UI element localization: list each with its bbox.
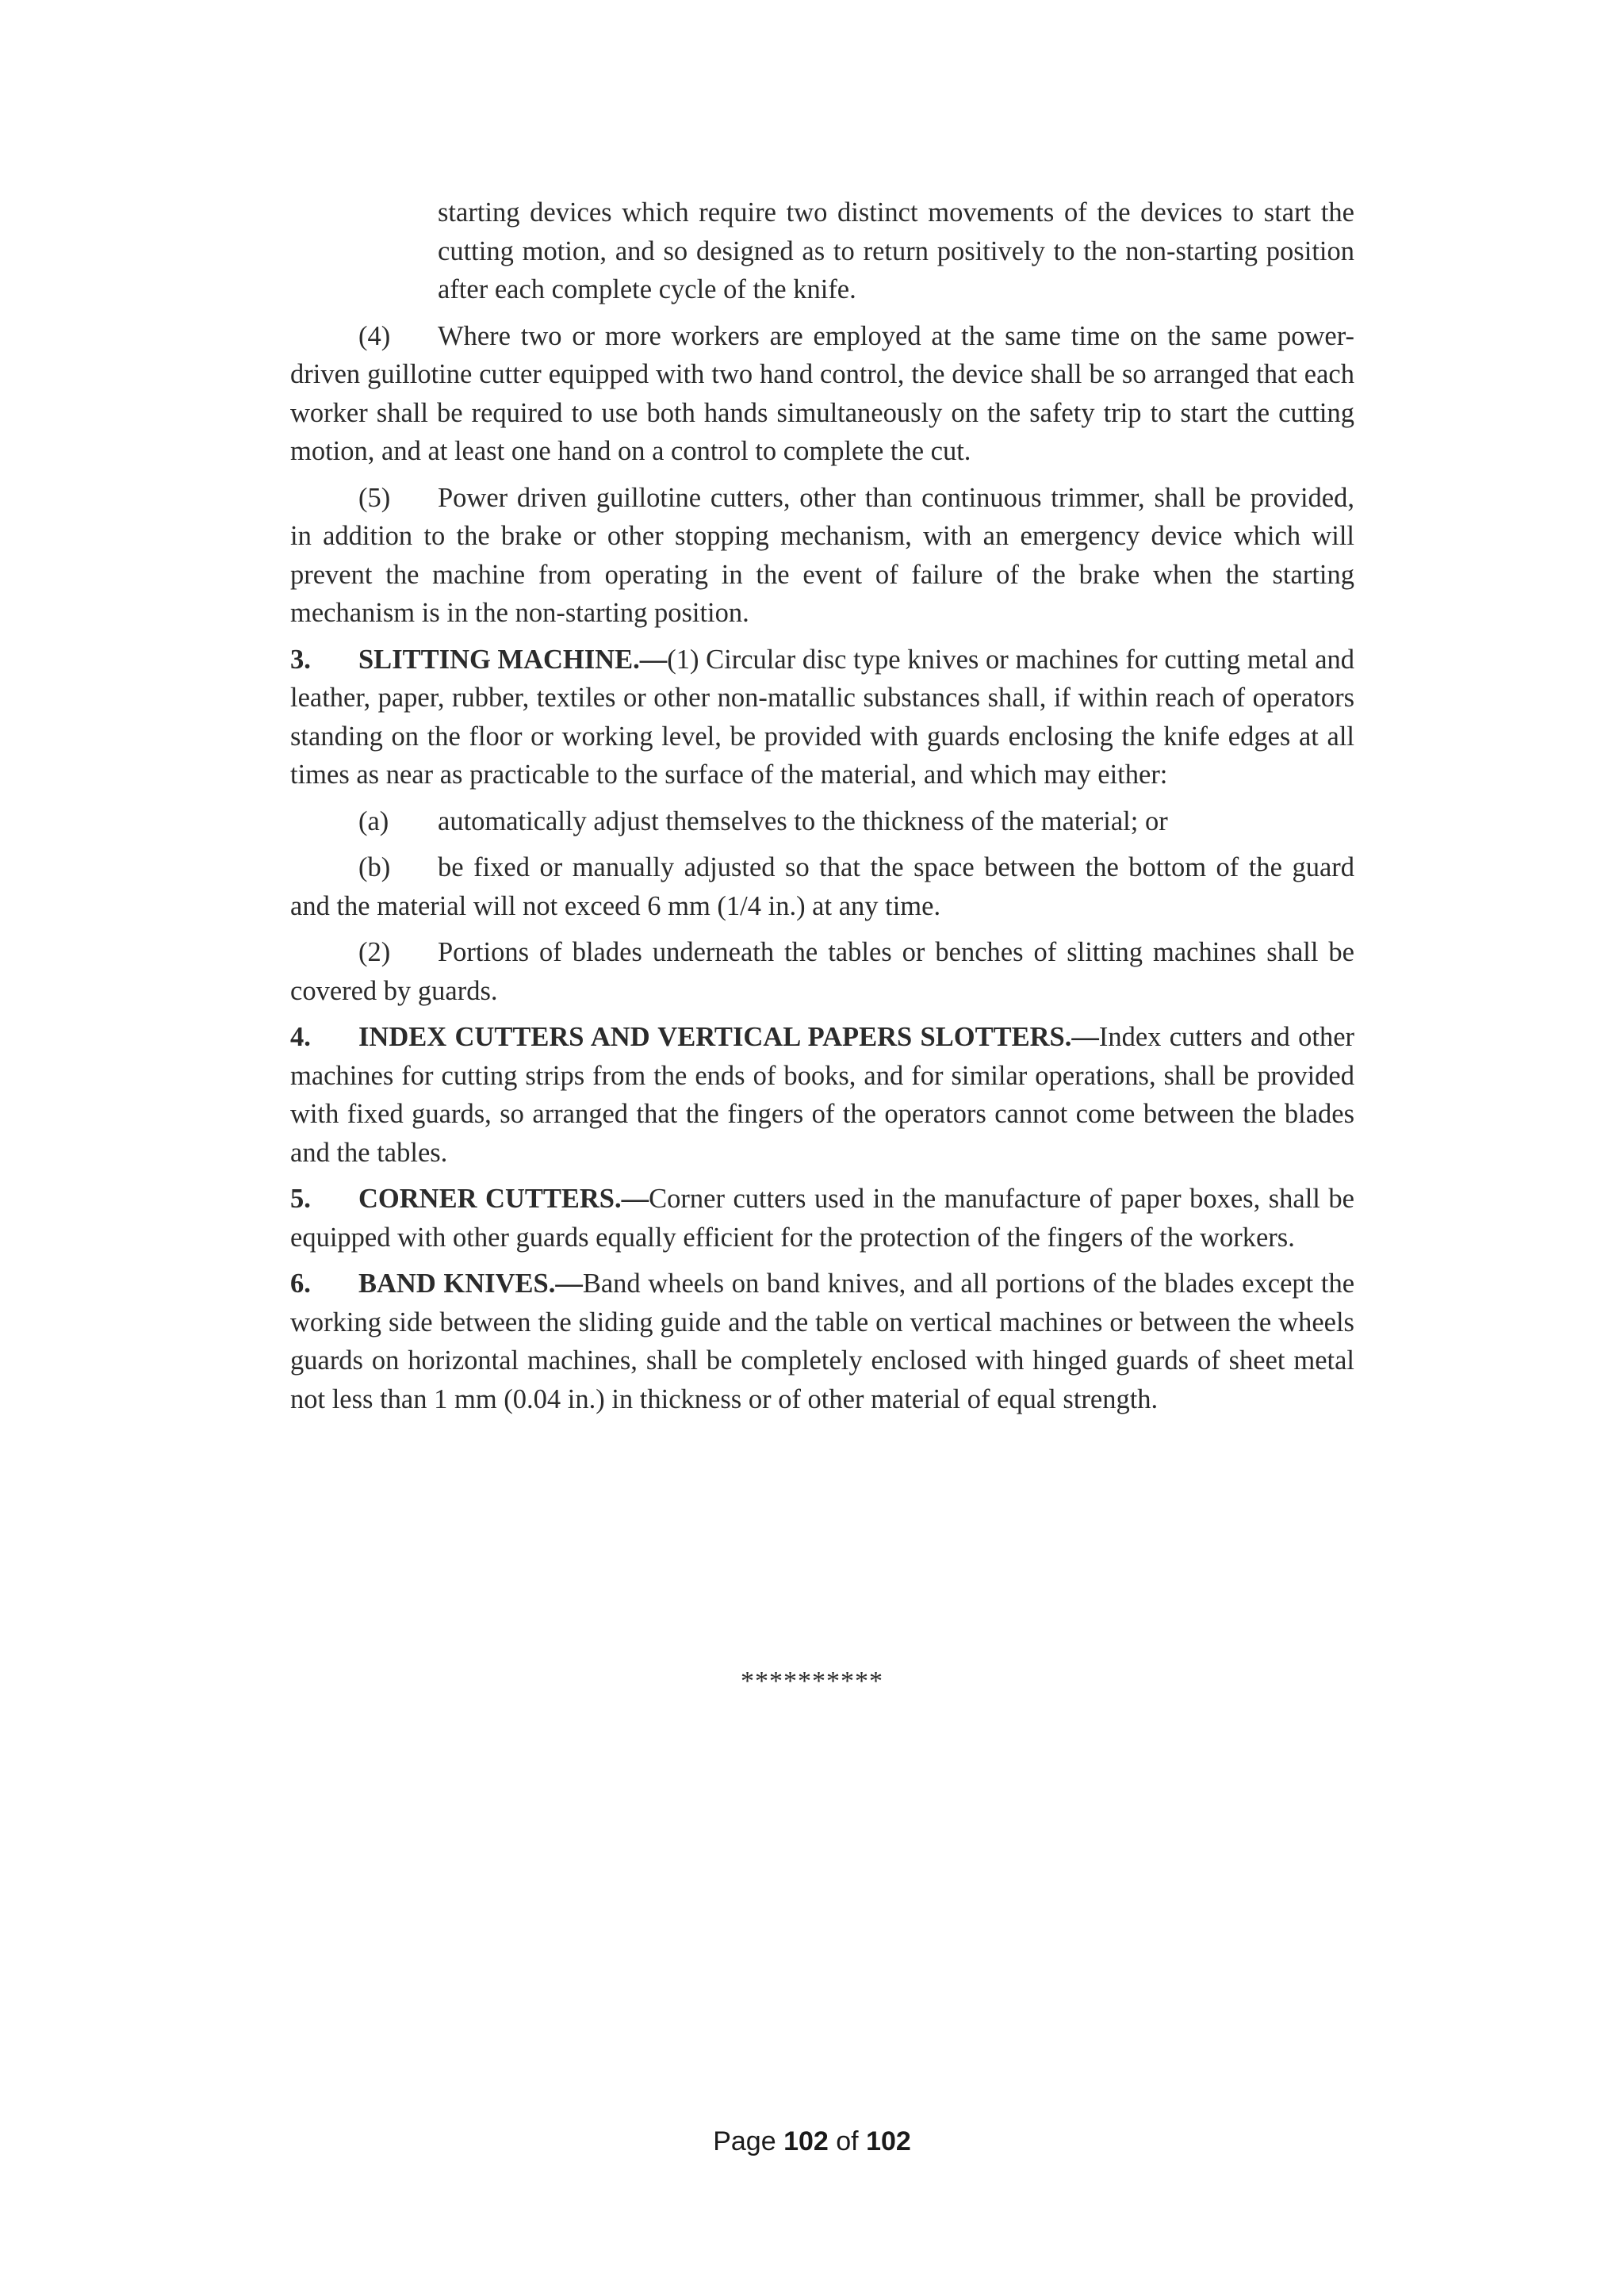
item-number: (b): [358, 852, 391, 882]
section-text: Index cutters and other machines for cutting strips from the ends of books, and for similar operations, shall be provided with fixed guards, so arranged that the fingers of the operators cannot come between the blades and the tables.: [290, 1022, 1354, 1168]
section-5: [290, 1180, 1354, 1257]
clause-text: Where two or more workers are employed at the same time on the same power-driven guillotine cutter equipped with two hand control, the device shall be so arranged that each worker shall be required to use both hands simultaneously on the safety trip to start the cutting motion, and at least one hand on a control to complete the cut.: [290, 320, 1354, 466]
item-text: automatically adjust themselves to the thickness of the material; or: [438, 806, 1168, 836]
clause-5: [290, 479, 1354, 633]
section-heading: BAND KNIVES.—: [358, 1269, 583, 1299]
page-label: Page: [713, 2126, 776, 2156]
body-text: [290, 193, 1354, 1418]
page-total: 102: [866, 2126, 911, 2156]
end-of-document-marker: **********: [741, 1667, 883, 1696]
section-3-item-a: [290, 802, 1354, 841]
section-number: 6.: [290, 1269, 311, 1299]
section-number: 4.: [290, 1022, 311, 1052]
section-3: [290, 641, 1354, 794]
section-number: 3.: [290, 644, 311, 675]
section-6: [290, 1265, 1354, 1418]
page-number: 102: [783, 2126, 829, 2156]
item-number: (2): [358, 937, 391, 967]
section-heading: SLITTING MACHINE.—: [358, 644, 668, 675]
section-3-item-b: [290, 848, 1354, 925]
section-text: Band wheels on band knives, and all portions of the blades except the working side between the sliding guide and the table on vertical machines or between the wheels guards on horizontal machines, shall be completely enclosed with hinged guards of sheet metal not less than 1 mm (0.04 in.) in thickness or of other material of equal strength.: [290, 1269, 1355, 1414]
item-text: Portions of blades underneath the tables or benches of slitting machines shall be covered by guards.: [290, 937, 1354, 1006]
clause-number: (5): [358, 482, 391, 513]
continuation-paragraph: starting devices which require two distinct movements of the devices to start the cutting motion, and so designed as to return positively to the non-starting position after each complete cycle of the knife.: [438, 197, 1354, 304]
section-heading: CORNER CUTTERS.—: [358, 1184, 649, 1214]
item-text: be fixed or manually adjusted so that the space between the bottom of the guard and the material will not exceed 6 mm (1/4 in.) at any time.: [290, 852, 1354, 921]
section-text: Corner cutters used in the manufacture of paper boxes, shall be equipped with other guards equally efficient for the protection of the fingers of the workers.: [290, 1184, 1354, 1253]
section-3-clause-2: [290, 933, 1354, 1010]
section-text: (1) Circular disc type knives or machines for cutting metal and leather, paper, rubber, textiles or other non-matallic substances shall, if within reach of operators standing on the floor or working level, be provided with guards enclosing the knife edges at all times as near as practicable to the surface of the material, and which may either:: [290, 644, 1355, 790]
page-footer: [0, 2126, 1624, 2157]
clause-text: Power driven guillotine cutters, other than continuous trimmer, shall be provided, in addition to the brake or other stopping mechanism, with an emergency device which will prevent the machine from operating in the event of failure of the brake when the starting mechanism is in the non-starting position.: [290, 482, 1354, 628]
clause-number: (4): [358, 320, 391, 351]
of-label: of: [836, 2126, 859, 2156]
clause-4: [290, 317, 1354, 471]
section-4: [290, 1018, 1354, 1172]
section-number: 5.: [290, 1184, 311, 1214]
section-heading: INDEX CUTTERS AND VERTICAL PAPERS SLOTTERS.—: [358, 1022, 1099, 1052]
item-number: (a): [358, 806, 389, 836]
